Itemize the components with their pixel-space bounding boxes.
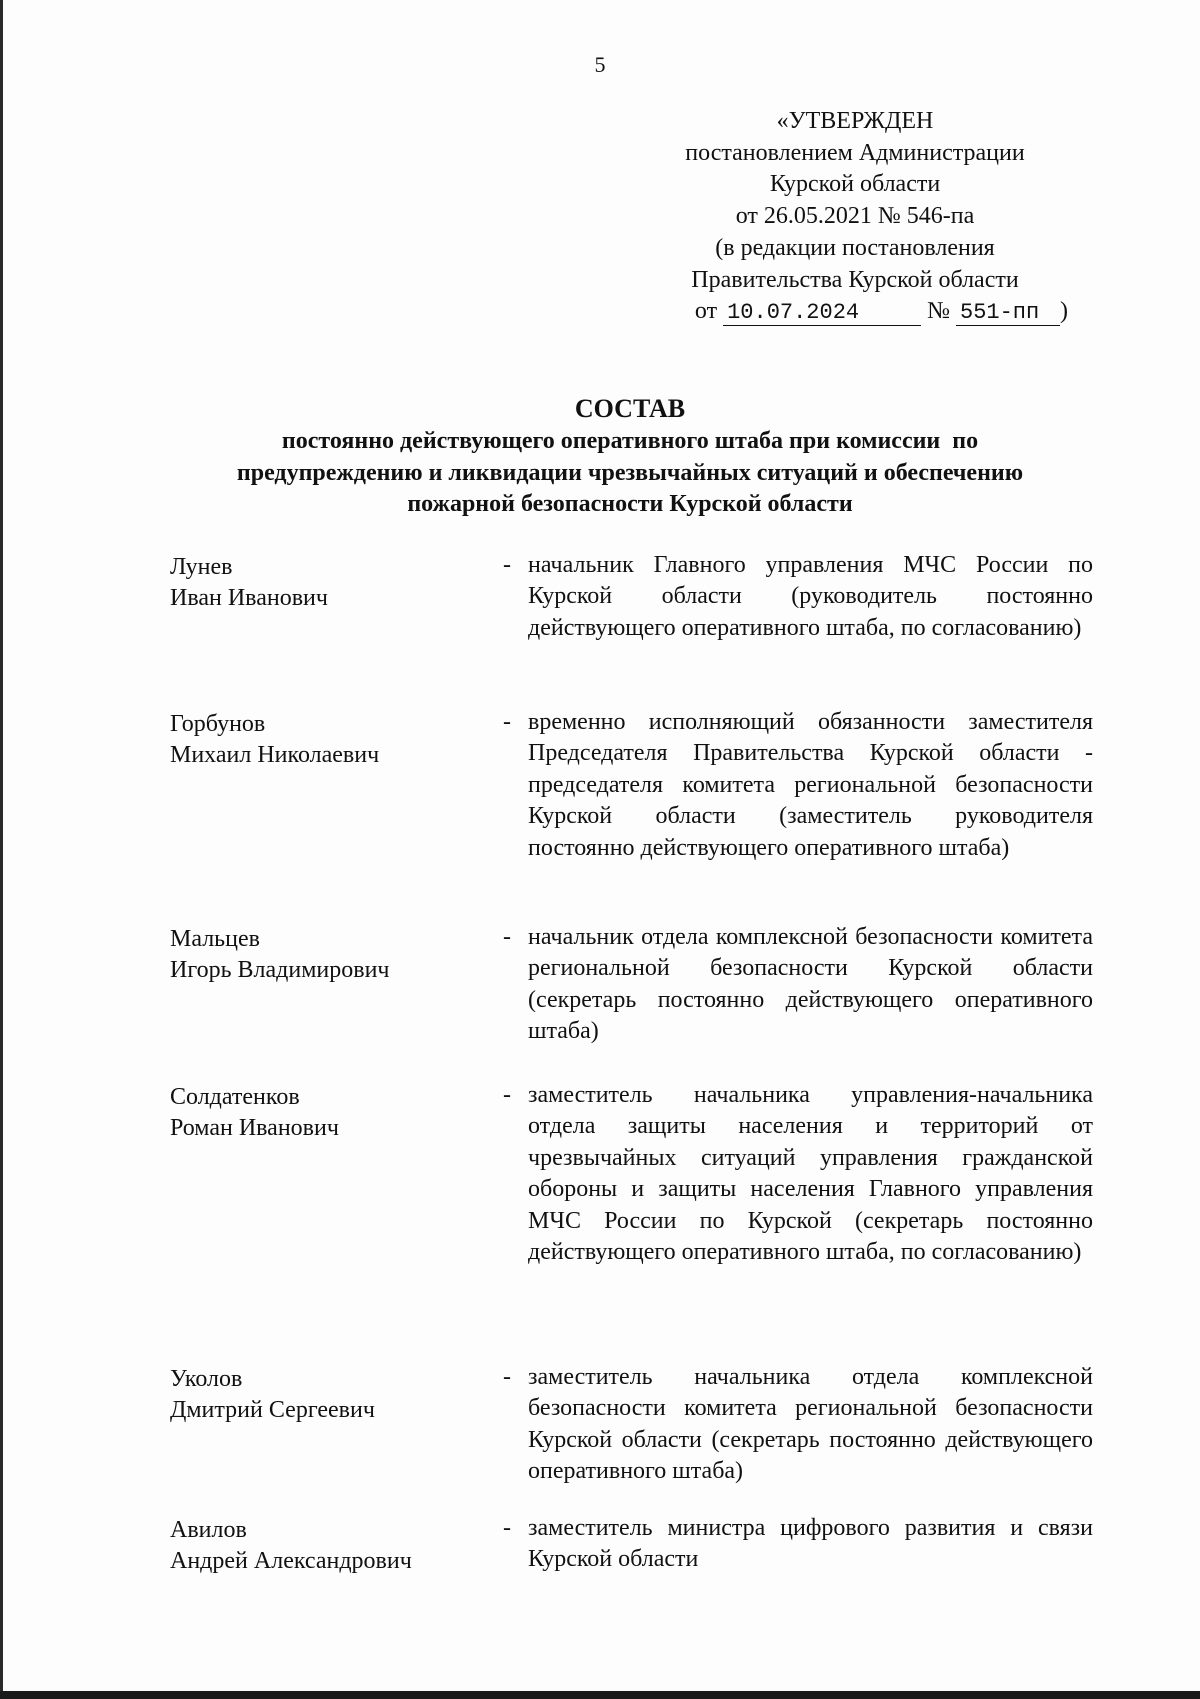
member-surname: Солдатенков bbox=[170, 1084, 300, 1110]
approval-line-6: Правительства Курской области bbox=[691, 266, 1019, 293]
member-name bbox=[170, 1082, 490, 1145]
member-surname: Лунев bbox=[170, 554, 233, 580]
scan-edge-bottom bbox=[0, 1691, 1200, 1699]
member-given-names: Иван Иванович bbox=[170, 585, 328, 612]
approval-line-5: (в редакции постановления bbox=[715, 234, 995, 261]
member-name bbox=[170, 709, 490, 772]
approval-line-1: «УТВЕРЖДЕН bbox=[776, 108, 934, 134]
member-given-names: Михаил Николаевич bbox=[170, 742, 380, 769]
approval-line-3: Курской области bbox=[769, 171, 941, 198]
member-role: начальник Главного управления МЧС России по Курской области (руководитель постоянно действующего оперативного штаба, по согласованию) bbox=[528, 552, 1093, 641]
member-surname: Уколов bbox=[170, 1366, 243, 1392]
member-role: временно исполняющий обязанности заместителя Председателя Правительства Курской области - председателя комитета региональной безопасности Курской области (заместитель руководителя постоянно действующего оперативного штаба) bbox=[528, 709, 1093, 861]
member-role: начальник отдела комплексной безопасности комитета региональной безопасности Курской области (секретарь постоянно действующего оперативного штаба) bbox=[528, 924, 1093, 1045]
subtitle-line-1: постоянно действующего оперативного штаба при комиссии по bbox=[281, 428, 979, 454]
member-role: заместитель министра цифрового развития и связи Курской области bbox=[528, 1515, 1093, 1573]
member-role: заместитель начальника отдела комплексной безопасности комитета региональной безопасности Курской области (секретарь постоянно действующего оперативного штаба) bbox=[528, 1364, 1093, 1485]
member-surname: Авилов bbox=[170, 1517, 247, 1543]
approval-stamp-block bbox=[640, 106, 1070, 328]
scan-edge-left bbox=[0, 0, 3, 1699]
number-field: 551-пп bbox=[956, 301, 1060, 326]
title-block bbox=[120, 392, 1140, 521]
member-name bbox=[170, 1364, 490, 1427]
member-given-names: Дмитрий Сергеевич bbox=[170, 1397, 375, 1424]
document-title: СОСТАВ bbox=[574, 394, 686, 423]
subtitle-line-2: предупреждению и ликвидации чрезвычайных ситуаций и обеспечению bbox=[236, 459, 1024, 486]
member-given-names: Игорь Владимирович bbox=[170, 957, 390, 984]
approval-date-line bbox=[640, 296, 1070, 328]
subtitle-line-3: пожарной безопасности Курской области bbox=[407, 491, 853, 517]
member-dash: - bbox=[503, 924, 511, 950]
approval-line-2: постановлением Администрации bbox=[685, 139, 1025, 166]
member-role: заместитель начальника управления-начальника отдела защиты населения и территорий от чрезвычайных ситуаций управления гражданской обороны и защиты населения Главного управления МЧС России по Курской (секретарь постоянно действующего оперативного штаба, по согласованию) bbox=[528, 1082, 1093, 1266]
document-subtitle bbox=[120, 426, 1140, 521]
closing-paren: ) bbox=[1060, 298, 1068, 325]
member-dash: - bbox=[503, 709, 511, 735]
approval-line-4: от 26.05.2021 № 546-па bbox=[735, 203, 975, 230]
member-given-names: Роман Иванович bbox=[170, 1115, 339, 1142]
member-given-names: Андрей Александрович bbox=[170, 1548, 412, 1575]
page-number: 5 bbox=[594, 52, 606, 77]
member-name bbox=[170, 924, 490, 987]
member-dash: - bbox=[503, 552, 511, 578]
date-field: 10.07.2024 bbox=[723, 301, 921, 326]
number-prefix: № bbox=[927, 298, 950, 325]
member-dash: - bbox=[503, 1082, 511, 1108]
member-dash: - bbox=[503, 1364, 511, 1390]
member-dash: - bbox=[503, 1515, 511, 1541]
member-surname: Мальцев bbox=[170, 926, 260, 952]
member-surname: Горбунов bbox=[170, 711, 266, 737]
date-prefix: от bbox=[694, 298, 718, 325]
member-name bbox=[170, 552, 490, 615]
member-name bbox=[170, 1515, 490, 1578]
